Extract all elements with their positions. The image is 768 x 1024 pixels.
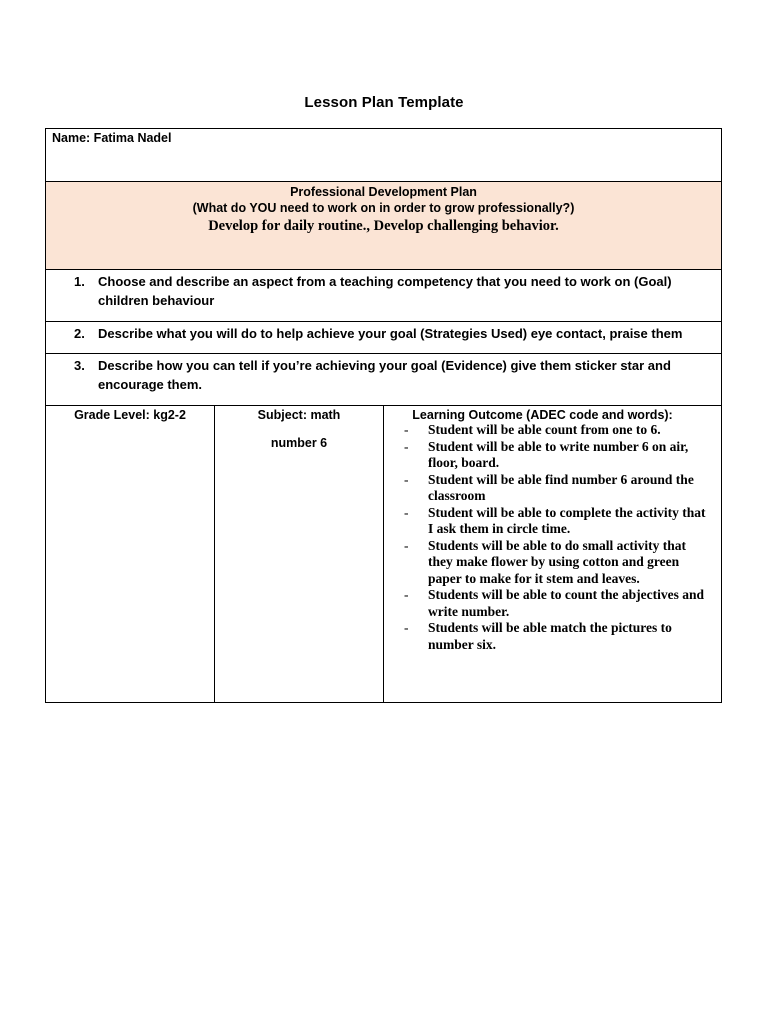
bullet-dash: -: [404, 471, 409, 487]
question-row-strategies: [46, 322, 721, 354]
list-item: [402, 538, 713, 588]
outcome-text: Students will be able to count the abjectives and write number.: [428, 587, 705, 619]
professional-development-section: [46, 182, 721, 270]
pd-plan-goal: Develop for daily routine., Develop challenging behavior.: [208, 218, 559, 234]
pd-plan-question: (What do YOU need to work on in order to grow professionally?): [192, 201, 575, 215]
outcome-text: Student will be able find number 6 around the classroom: [428, 471, 694, 503]
lesson-plan-table: [45, 128, 722, 703]
question-text: Describe what you will do to help achieve your goal (Strategies Used) eye contact, praise them: [98, 326, 683, 341]
bullet-dash: -: [404, 620, 409, 635]
question-row-goal: [46, 270, 721, 322]
list-item: [402, 472, 713, 505]
question-text: Choose and describe an aspect from a teaching competency that you need to work on (Goal) children behaviour: [98, 274, 672, 308]
list-item: [402, 422, 713, 439]
document-title: Lesson Plan Template: [304, 94, 464, 111]
question-row-evidence: [46, 354, 721, 406]
outcome-text: Students will be able match the pictures to number six.: [428, 620, 672, 652]
teacher-name: Name: Fatima Nadel: [52, 131, 172, 145]
outcome-text: Student will be able to complete the activity that I ask them in circle time.: [428, 504, 706, 536]
question-number: 3.: [74, 358, 85, 373]
learning-outcome-cell: [384, 406, 721, 702]
list-item: [402, 620, 713, 653]
list-item: [402, 505, 713, 538]
lesson-details-row: [46, 406, 721, 702]
bullet-dash: -: [404, 422, 409, 437]
question-number: 2.: [74, 326, 85, 341]
subject-topic: number 6: [270, 436, 328, 450]
grade-level-cell: [46, 406, 215, 702]
pd-plan-heading: Professional Development Plan: [290, 185, 477, 199]
question-number: 1.: [74, 274, 85, 289]
list-item: [402, 587, 713, 620]
subject-cell: [215, 406, 384, 702]
subject-label: Subject: math: [257, 408, 341, 422]
bullet-dash: -: [404, 587, 409, 602]
bullet-dash: -: [404, 537, 409, 553]
outcome-text: Student will be able to write number 6 on air, floor, board.: [428, 438, 689, 470]
question-text: Describe how you can tell if you’re achieving your goal (Evidence) give them sticker star and encourage them.: [98, 358, 671, 392]
bullet-dash: -: [404, 438, 409, 454]
name-row: [46, 129, 721, 182]
bullet-dash: -: [404, 504, 409, 520]
grade-level-label: Grade Level: kg2-2: [74, 408, 186, 422]
outcome-text: Students will be able to do small activity that they make flower by using cotton and green paper to make for it stem and leaves.: [428, 537, 687, 586]
outcome-text: Student will be able count from one to 6.: [428, 422, 661, 437]
list-item: [402, 439, 713, 472]
learning-outcome-list: [402, 422, 713, 653]
learning-outcome-heading: Learning Outcome (ADEC code and words):: [412, 408, 673, 422]
